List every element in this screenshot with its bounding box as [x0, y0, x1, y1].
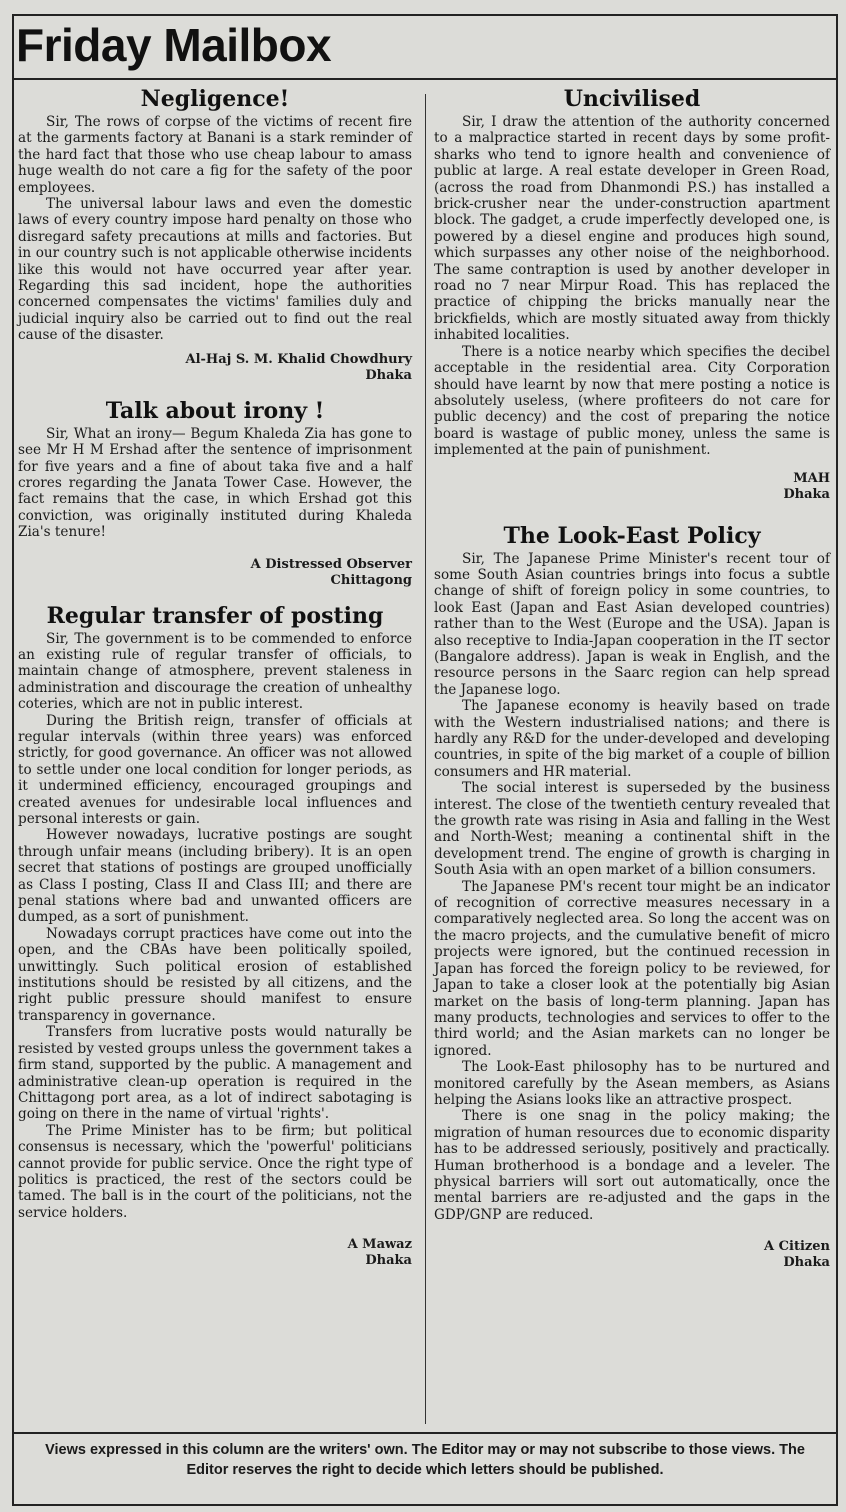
letter-author: MAH [793, 470, 830, 486]
letter-paragraph: Sir, I draw the attention of the authority concerned to a malpractice started in recent days by some profit-sharks who tend to ignore health and convenience of public at large. A real estate developer in Green Road, (across the road from Dhanmondi P.S.) has installed a brick-crusher near the under-construction apartment block. The gadget, a crude imperfectly developed one, is powered by a diesel engine and produces high sound, which surpasses any other noise of the neighborhood. The same contraption is used by another developer in road no 7 near Mirpur Road. This has replaced the practice of chipping the bricks manually near the brickfields, which are mostly situated away from thickly inhabited localities. [434, 114, 830, 344]
editorial-disclaimer: Views expressed in this column are the writers' own. The Editor may or may not subscribe to those views. The Editor reserves the right to decide which letters should be published. [12, 1432, 838, 1506]
letter-place: Dhaka [783, 1255, 830, 1271]
letter-talk-about-irony [18, 398, 412, 589]
right-column [434, 86, 830, 1271]
left-column [18, 86, 412, 1269]
letter-negligence [18, 86, 412, 384]
letter-paragraph: The Look-East philosophy has to be nurtured and monitored carefully by the Asean members, as Asians helping the Asians looks like an attractive prospect. [434, 1059, 830, 1108]
letter-paragraph: Transfers from lucrative posts would naturally be resisted by vested groups unless the government takes a firm stand, supported by the public. A management and administrative clean-up operation is required in the Chittagong port area, as a lot of indirect sabotaging is going on there in the name of virtual 'rights'. [18, 1024, 412, 1123]
letter-author: Al-Haj S. M. Khalid Chowdhury [185, 351, 412, 367]
masthead [12, 14, 838, 80]
letter-paragraph: The social interest is superseded by the business interest. The close of the twentieth century revealed that the growth rate was rising in Asia and falling in the West and North-West; meaning a continental shift in the development trend. The engine of growth is charging in South Asia with an open market of a billion consumers. [434, 780, 830, 879]
letter-paragraph: The Prime Minister has to be firm; but political consensus is necessary, which the 'powerful' politicians cannot provide for public service. Once the right type of politics is practiced, the rest of the sectors could be tamed. The ball is in the court of the politicians, not the service holders. [18, 1122, 412, 1221]
letter-signature [434, 1239, 830, 1271]
letter-paragraph: There is a notice nearby which specifies the decibel acceptable in the residential area. City Corporation should have learnt by now that mere posting a notice is absolutely useless, (where profiteers do not care for public decency) and the cost of preparing the notice board is wastage of public money, unless the same is implemented at the pain of punishment. [434, 343, 830, 459]
letter-place: Dhaka [365, 1253, 412, 1269]
letter-author: A Citizen [764, 1239, 830, 1255]
letter-place: Dhaka [783, 486, 830, 502]
letter-headline: Uncivilised [563, 86, 701, 112]
letter-place: Dhaka [365, 367, 412, 383]
letter-place: Chittagong [330, 572, 412, 588]
letter-paragraph: During the British reign, transfer of officials at regular intervals (within three years) was enforced strictly, for good governance. An officer was not allowed to settle under one local condition for longer periods, as it undermined efficiency, encouraged groupings and created avenues for undesirable local influences and personal interests or gain. [18, 712, 412, 827]
letter-author: A Distressed Observer [250, 556, 412, 572]
letter-paragraph: There is one snag in the policy making; the migration of human resources due to economic disparity has to be addressed seriously, positively and practically. Human brotherhood is a bondage and a leveler. The physical barriers will sort out automatically, once the mental barriers are re-adjusted and the gaps in the GDP/GNP are reduced. [434, 1108, 830, 1223]
letter-headline: Negligence! [140, 86, 290, 112]
letter-paragraph: Sir, The Japanese Prime Minister's recent tour of some South Asian countries brings into focus a subtle change of shift of foreign policy in some countries, to look East (Japan and East Asian developed countries) rather than to the West (Europe and the USA). Japan is also receptive to India-Japan cooperation in the IT sector (Bangalore address). Japan is weak in English, and the resource persons in the Saarc region can help spread the Japanese logo. [434, 550, 830, 698]
letter-signature [434, 471, 830, 503]
letter-paragraph: Sir, What an irony— Begum Khaleda Zia has gone to see Mr H M Ershad after the sentence of imprisonment for five years and a fine of about taka five and a half crores regarding the Janata Tower Case. However, the fact remains that the case, in which Ershad got this conviction, was originally instituted during Khaleda Zia's tenure! [18, 425, 412, 541]
letter-paragraph: Sir, The rows of corpse of the victims of recent fire at the garments factory at Banani is a stark reminder of the hard fact that those who use cheap labour to amass huge wealth do not care a fig for the safety of the poor employees. [18, 114, 412, 196]
letter-paragraph: However nowadays, lucrative postings are sought through unfair means (including bribery). It is an open secret that stations of postings are grouped unofficially as Class I posting, Class II and Class III; and there are penal stations where bad and unwanted officers are dumped, as a sort of punishment. [18, 827, 412, 926]
letter-author: A Mawaz [347, 1237, 412, 1253]
letter-headline: Regular transfer of posting [46, 602, 384, 629]
letter-paragraph: The Japanese PM's recent tour might be an indicator of recognition of corrective measures necessary in a comparatively neglected area. So long the accent was on the macro projects, and the cumulative benefit of micro projects were ignored, but the continued recession in Japan has forced the foreign policy to be reviewed, for Japan to take a closer look at the potentially big Asian market on the basis of long-term planning. Japan has many products, technologies and services to offer to the third world; and the Asian markets can no longer be ignored. [434, 878, 830, 1059]
letter-paragraph: Nowadays corrupt practices have come out into the open, and the CBAs have been politically spoiled, unwittingly. Such political erosion of established institutions should be resisted by all citizens, and the right public pressure should manifest to ensure transparency in governance. [18, 925, 412, 1024]
letter-regular-transfer [18, 603, 412, 1270]
letter-look-east-policy [434, 523, 830, 1272]
letter-paragraph: Sir, The government is to be commended to enforce an existing rule of regular transfer of officials, to maintain change of atmosphere, prevent staleness in administration and discourage the creation of unhealthy coteries, which are not in public interest. [18, 630, 412, 713]
letter-paragraph: The Japanese economy is heavily based on trade with the Western industrialised nations; and there is hardly any R&D for the under-developed and developing countries, in spite of the big market of a couple of billion consumers and HR material. [434, 698, 830, 780]
column-title: Friday Mailbox [16, 19, 332, 71]
letter-headline: The Look-East Policy [503, 522, 761, 549]
letter-paragraph: The universal labour laws and even the domestic laws of every country impose hard penalty on those who disregard safety precautions at mills and factories. But in our country such is not applicable otherwise incidents like this would not have occurred year after year. Regarding this sad incident, hope the authorities concerned compensates the victims' families duly and judicial inquiry also be carried out to find out the real cause of the disaster. [18, 196, 412, 344]
letter-signature [18, 557, 412, 589]
letter-signature [18, 1237, 412, 1269]
column-divider [425, 94, 426, 1424]
letter-signature [18, 352, 412, 384]
letter-uncivilised [434, 86, 830, 503]
letter-headline: Talk about irony ! [105, 397, 325, 424]
